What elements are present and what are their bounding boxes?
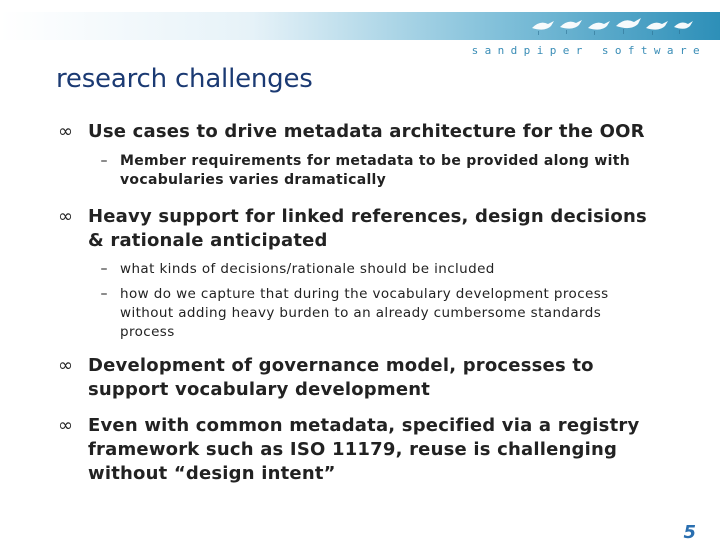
sub-bullet-item xyxy=(88,152,688,190)
bullet-item xyxy=(58,414,658,486)
dash-bullet-icon: – xyxy=(100,153,108,169)
bullet-text: Heavy support for linked references, design decisions & rationale anticipated xyxy=(88,206,647,251)
infinity-bullet-icon: ∞ xyxy=(58,121,73,142)
infinity-bullet-icon: ∞ xyxy=(58,355,73,376)
bullet-text: Use cases to drive metadata architecture for the OOR xyxy=(88,121,645,142)
sandpiper-birds-logo xyxy=(528,12,698,38)
brand-wordmark: sandpiper software xyxy=(471,44,706,57)
bullet-item xyxy=(58,205,648,253)
dash-bullet-icon: – xyxy=(100,261,108,277)
bullet-item xyxy=(58,354,658,402)
infinity-bullet-icon: ∞ xyxy=(58,415,73,436)
sub-bullet-text: what kinds of decisions/rationale should be included xyxy=(120,261,495,277)
bullet-item xyxy=(58,120,678,144)
bullet-text: Even with common metadata, specified via a registry framework such as ISO 11179, reuse is challenging without “design intent” xyxy=(88,415,640,484)
dash-bullet-icon: – xyxy=(100,286,108,302)
sub-bullet-item xyxy=(88,260,688,279)
sub-bullet-item xyxy=(88,285,643,342)
slide-title: research challenges xyxy=(56,64,313,94)
sub-bullet-text: how do we capture that during the vocabulary development process without adding heavy burden to an already cumbersome standards process xyxy=(120,286,609,340)
page-number: 5 xyxy=(683,522,696,543)
sub-bullet-text: Member requirements for metadata to be provided along with vocabularies varies dramatically xyxy=(120,153,631,188)
bullet-text: Development of governance model, processes to support vocabulary development xyxy=(88,355,594,400)
infinity-bullet-icon: ∞ xyxy=(58,206,73,227)
